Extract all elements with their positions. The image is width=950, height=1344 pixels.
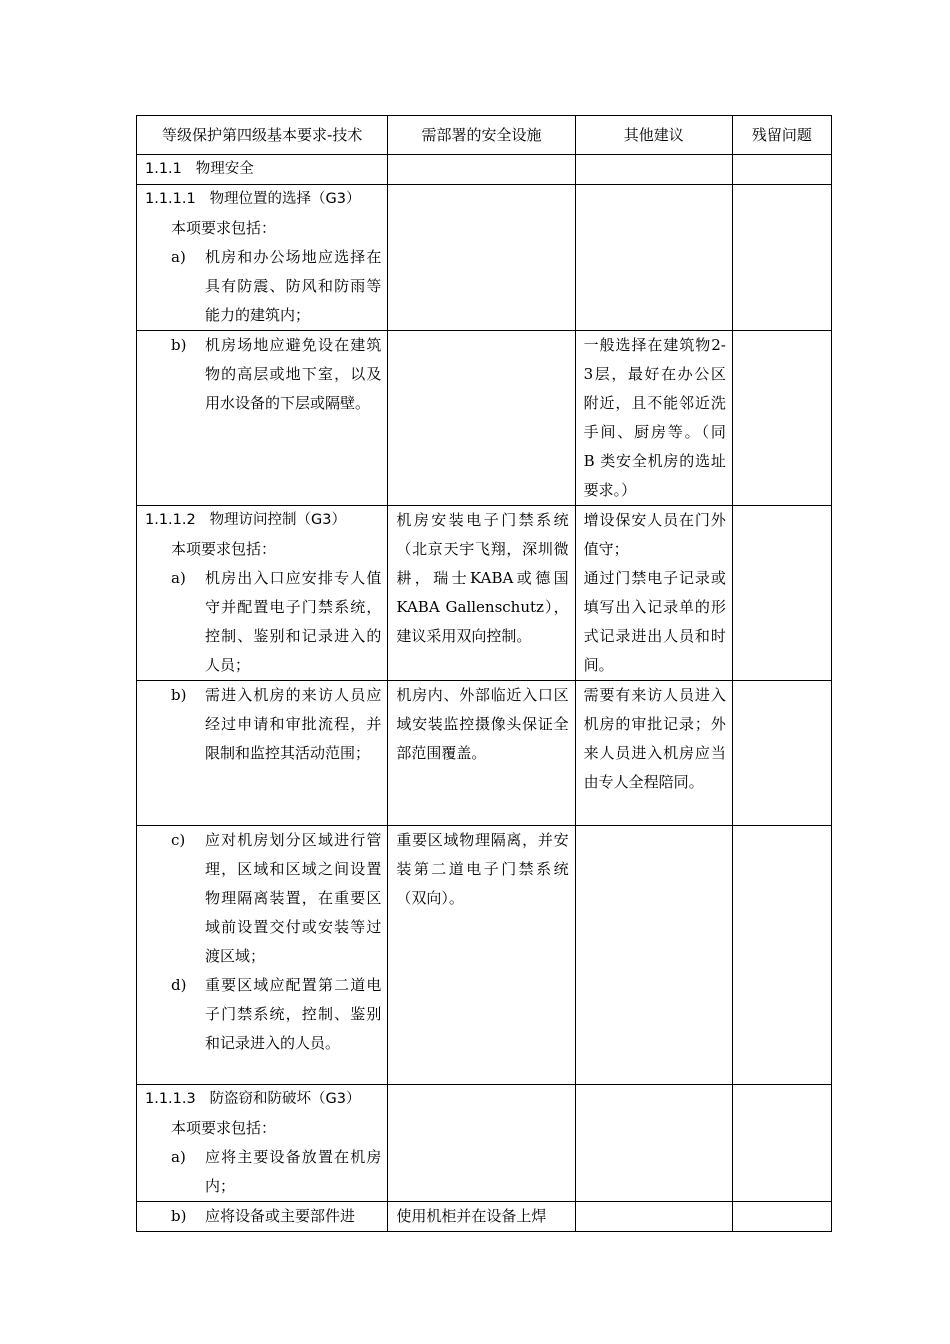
table-row (137, 826, 832, 1085)
header-facility: 需部署的安全设施 (388, 116, 575, 155)
section-heading: 1.1.1.1 物理位置的选择（G3） (145, 191, 361, 207)
section-heading: 1.1.1.3 防盗窃和防破坏（G3） (145, 1091, 361, 1107)
table-row (137, 1202, 832, 1232)
table-row (137, 681, 832, 826)
list-item: b) 机房场地应避免设在建筑物的高层或地下室，以及用水设备的下层或隔壁。 (171, 336, 382, 412)
header-residual: 残留问题 (732, 116, 831, 155)
suggestion-text: 增设保安人员在门外值守； (583, 511, 726, 558)
list-item: d) 重要区域应配置第二道电子门禁系统，控制、鉴别和记录进入的人员。 (171, 976, 382, 1052)
list-item: a) 应将主要设备放置在机房内； (171, 1148, 382, 1195)
table-row (137, 155, 832, 185)
intro-text: 本项要求包括： (171, 540, 277, 558)
table-row (137, 506, 832, 681)
header-suggestion: 其他建议 (575, 116, 732, 155)
table-row (137, 1085, 832, 1202)
facility-text: 机房内、外部临近入口区域安装监控摄像头保证全部范围覆盖。 (396, 686, 569, 762)
section-heading: 1.1.1.2 物理访问控制（G3） (145, 512, 347, 528)
table-row (137, 185, 832, 331)
suggestion-text: 一般选择在建筑物2-3层，最好在办公区附近，且不能邻近洗手间、厨房等。（同 B 类安全机房的选址要求。） (583, 336, 726, 499)
header-requirement: 等级保护第四级基本要求-技术 (137, 116, 388, 155)
facility-text: 机房安装电子门禁系统（北京天宇飞翔，深圳微耕，瑞士KABA或德国KABA Gallenschutz），建议采用双向控制。 (396, 511, 569, 645)
suggestion-text: 通过门禁电子记录或填写出入记录单的形式记录进出人员和时间。 (583, 569, 726, 674)
section-heading: 1.1.1 物理安全 (145, 161, 254, 177)
intro-text: 本项要求包括： (171, 219, 277, 237)
list-item: b) 应将设备或主要部件进 (171, 1207, 356, 1225)
list-item: b) 需进入机房的来访人员应经过申请和审批流程，并限制和监控其活动范围； (171, 686, 382, 762)
facility-text: 使用机柜并在设备上焊 (396, 1207, 547, 1225)
intro-text: 本项要求包括： (171, 1119, 277, 1137)
requirements-table (136, 115, 832, 1232)
list-item: c) 应对机房划分区域进行管理，区域和区域之间设置物理隔离装置，在重要区域前设置交付或安装等过渡区域； (171, 831, 382, 965)
table-row (137, 331, 832, 506)
suggestion-text: 需要有来访人员进入机房的审批记录；外来人员进入机房应当由专人全程陪同。 (583, 686, 726, 791)
list-item: a) 机房和办公场地应选择在具有防震、防风和防雨等能力的建筑内； (171, 248, 382, 324)
table-header-row (137, 116, 832, 155)
list-item: a) 机房出入口应安排专人值守并配置电子门禁系统，控制、鉴别和记录进入的人员； (171, 569, 382, 674)
facility-text: 重要区域物理隔离，并安装第二道电子门禁系统（双向）。 (396, 831, 569, 907)
